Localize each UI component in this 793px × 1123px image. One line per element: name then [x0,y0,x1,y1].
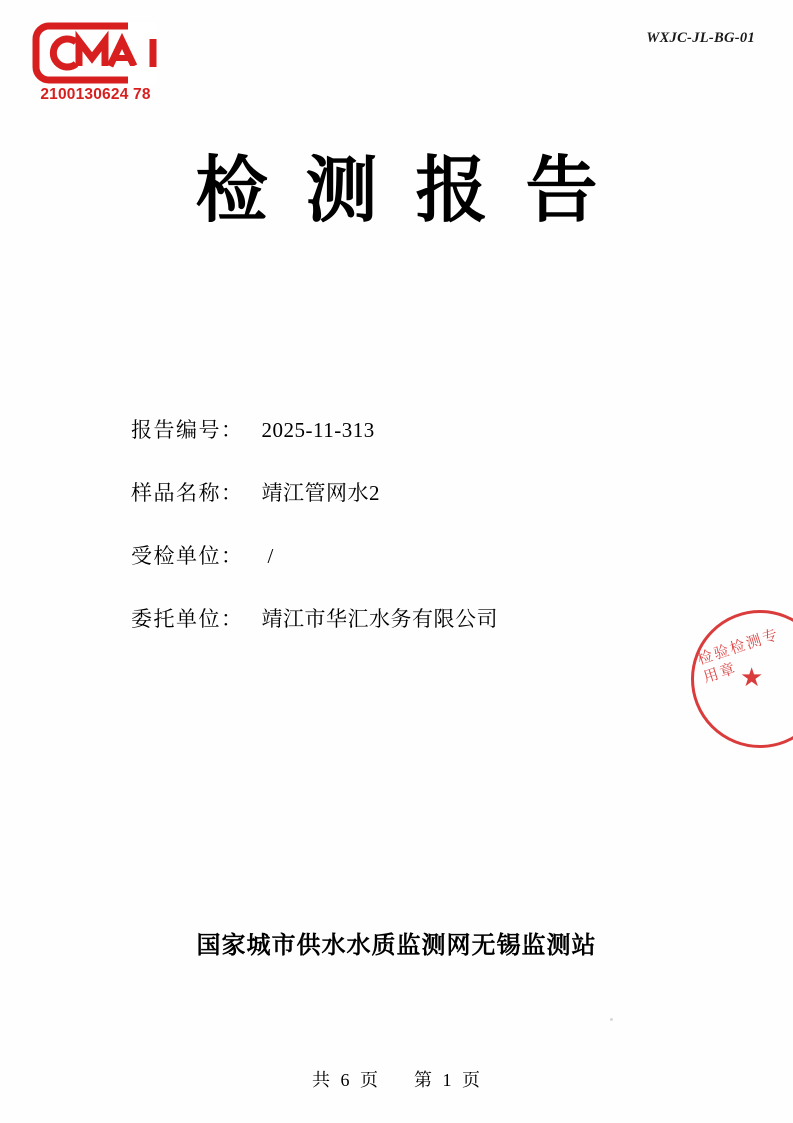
accreditation-number: 2100130624 78 [40,86,151,103]
field-sample-name [131,477,691,507]
footer-total-suffix: 页 [360,1070,379,1090]
field-client-unit [131,603,691,633]
field-value: 2025-11-313 [261,418,375,442]
field-label: 报告编号： [131,418,244,442]
cma-logo-block [32,22,192,104]
official-seal-stamp [691,610,793,748]
scan-artifact [610,1018,613,1021]
field-value: / [267,544,274,568]
field-value: 靖江市华汇水务有限公司 [261,607,498,631]
seal-text: 检验检测专用章 [695,626,782,687]
page-title: 检测报告 [195,151,636,231]
field-inspected-unit [131,540,691,570]
document-code: WXJC-JL-BG-01 [646,30,755,46]
footer-page-number: 1 [442,1070,453,1090]
page-footer [0,1066,793,1092]
footer-total-prefix: 共 [312,1070,331,1090]
field-label: 样品名称： [131,481,244,505]
report-fields [131,414,691,666]
field-value: 靖江管网水2 [261,481,380,505]
seal-star-icon: ★ [740,663,764,692]
field-label: 委托单位： [131,607,244,631]
cma-mark-icon [32,22,157,84]
field-report-number [131,414,691,444]
footer-total-pages: 6 [340,1070,351,1090]
field-label: 受检单位： [131,544,244,568]
footer-page-suffix: 页 [462,1070,481,1090]
organization-name: 国家城市供水水质监测网无锡监测站 [196,933,597,959]
footer-page-prefix: 第 [414,1070,433,1090]
